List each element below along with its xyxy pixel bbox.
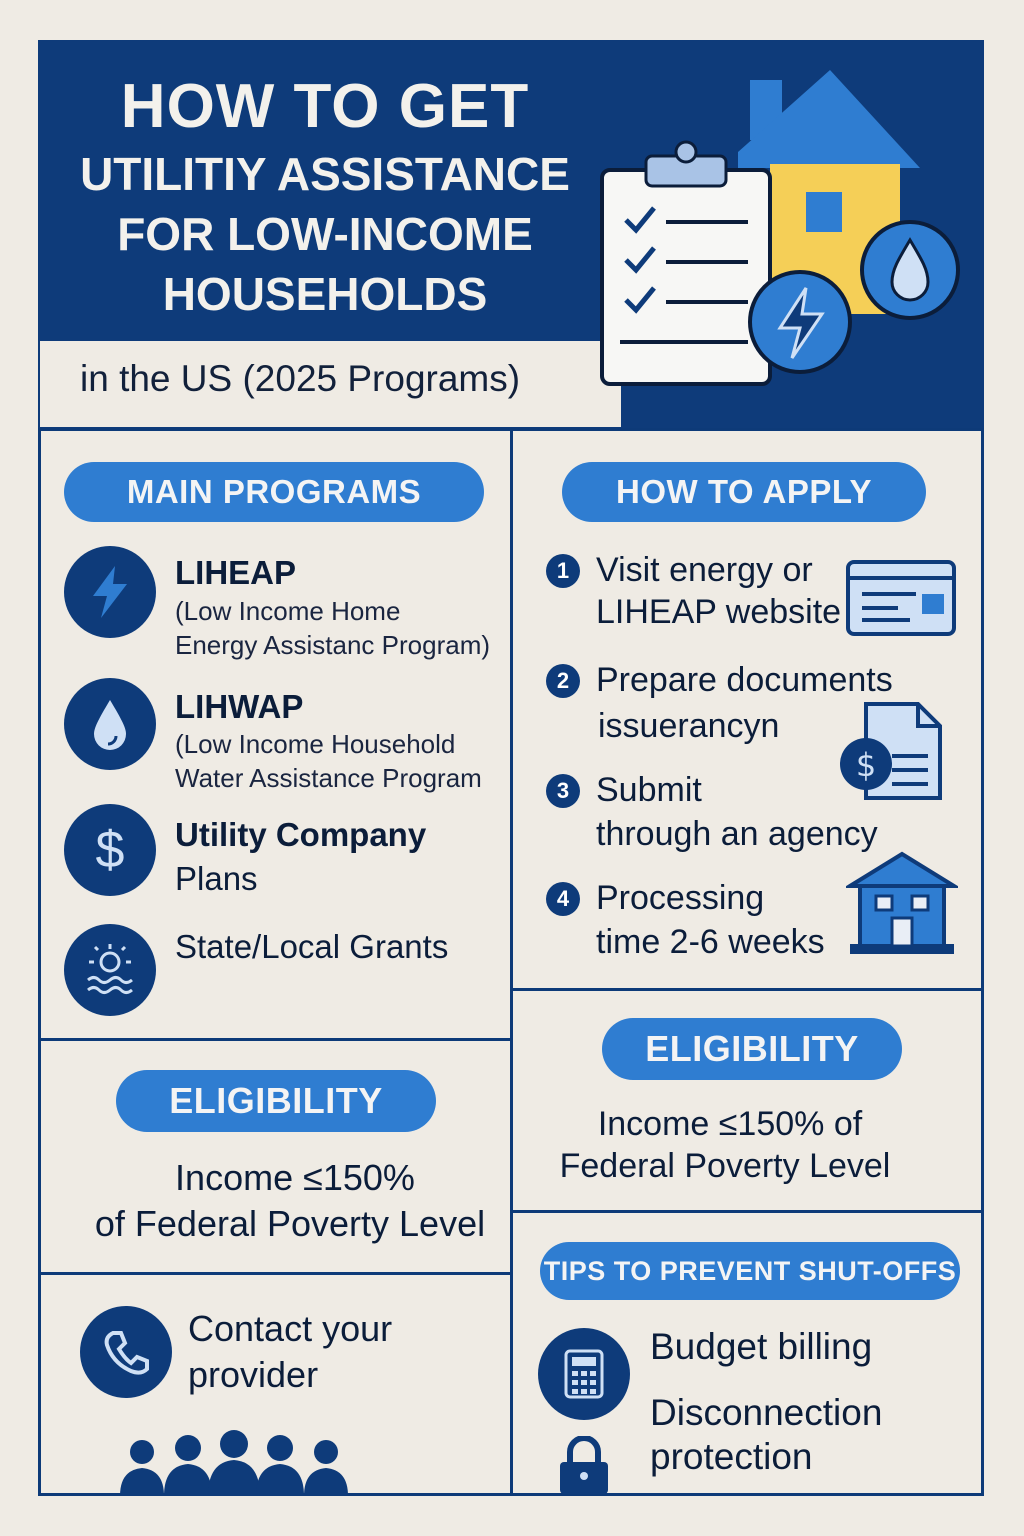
- water-drop-icon: [862, 222, 958, 318]
- clipboard-icon: [602, 142, 770, 384]
- sun-waves-icon: [64, 924, 156, 1016]
- eligibility-heading-right: ELIGIBILITY: [602, 1018, 902, 1080]
- program-desc-liheap-1: (Low Income Home: [175, 596, 401, 626]
- dollar-icon: $: [64, 804, 156, 896]
- people-group-icon: [114, 1428, 354, 1496]
- program-name-utility-line2: Plans: [175, 860, 258, 897]
- program-desc-lihwap-2: Water Assistance Program: [175, 763, 482, 793]
- program-desc-lihwap-1: (Low Income Household: [175, 729, 456, 759]
- eligibility-right-line2: Federal Poverty Level: [559, 1147, 891, 1185]
- lightning-icon: [750, 272, 850, 372]
- step-3-text-line2: through an agency: [596, 815, 878, 853]
- step-4-text-line1: Processing: [596, 879, 765, 917]
- title-line-1: HOW TO GET: [120, 72, 530, 141]
- svg-text:$: $: [855, 746, 877, 784]
- title-line-4: HOUSEHOLDS: [162, 268, 488, 320]
- program-name-lihwap: LIHWAP: [175, 688, 304, 725]
- main-programs-heading: MAIN PROGRAMS: [64, 462, 484, 522]
- documents-icon: [836, 700, 946, 804]
- title-line-2: UTILITIY ASSISTANCE: [80, 148, 570, 200]
- step-number-4: 4: [546, 882, 580, 916]
- eligibility-right-line1: Income ≤150% of: [597, 1105, 863, 1143]
- lightning-icon: [64, 546, 156, 638]
- step-number-3: 3: [546, 774, 580, 808]
- divider: [510, 988, 984, 991]
- hero-illustration: [590, 60, 980, 400]
- step-3-text-line1: Submit: [596, 771, 702, 809]
- tip-budget-billing: Budget billing: [650, 1326, 873, 1367]
- water-drop-icon: [64, 678, 156, 770]
- step-1-text-line1: Visit energy or: [596, 551, 813, 589]
- divider: [510, 1210, 984, 1213]
- title-line-3: FOR LOW-INCOME: [117, 208, 533, 260]
- step-1-text-line2: LIHEAP website: [596, 593, 842, 631]
- eligibility-heading-left: ELIGIBILITY: [116, 1070, 436, 1132]
- divider: [510, 428, 513, 1496]
- program-name-liheap: LIHEAP: [175, 554, 297, 591]
- step-number-1: 1: [546, 554, 580, 588]
- step-2-text-line1: Prepare documents: [596, 661, 893, 699]
- step-number-2: 2: [546, 664, 580, 698]
- tip-disconnection-line2: protection: [650, 1436, 813, 1477]
- program-desc-liheap-2: Energy Assistanc Program): [175, 630, 491, 660]
- program-name-grants: State/Local Grants: [175, 928, 449, 965]
- lock-icon: [556, 1436, 612, 1494]
- subtitle: in the US (2025 Programs): [80, 358, 521, 399]
- contact-line1: Contact your: [188, 1308, 393, 1349]
- eligibility-left-line2: of Federal Poverty Level: [94, 1203, 486, 1244]
- tip-disconnection-line1: Disconnection: [650, 1392, 883, 1433]
- page-title: [40, 70, 610, 324]
- agency-building-icon: [846, 850, 958, 958]
- tips-heading: TIPS TO PREVENT SHUT-OFFS: [540, 1242, 960, 1300]
- eligibility-left-line1: Income ≤150%: [175, 1157, 415, 1198]
- divider: [38, 1272, 512, 1275]
- divider: [38, 1038, 512, 1041]
- contact-line2: provider: [188, 1354, 319, 1395]
- phone-icon: [80, 1306, 172, 1398]
- how-to-apply-heading: HOW TO APPLY: [562, 462, 926, 522]
- calculator-icon: [538, 1328, 630, 1420]
- program-name-utility-line1: Utility Company: [175, 816, 427, 853]
- website-icon: [846, 560, 956, 636]
- step-4-text-line2: time 2-6 weeks: [596, 923, 825, 961]
- step-2-text-line2: issuerancyn: [598, 707, 780, 745]
